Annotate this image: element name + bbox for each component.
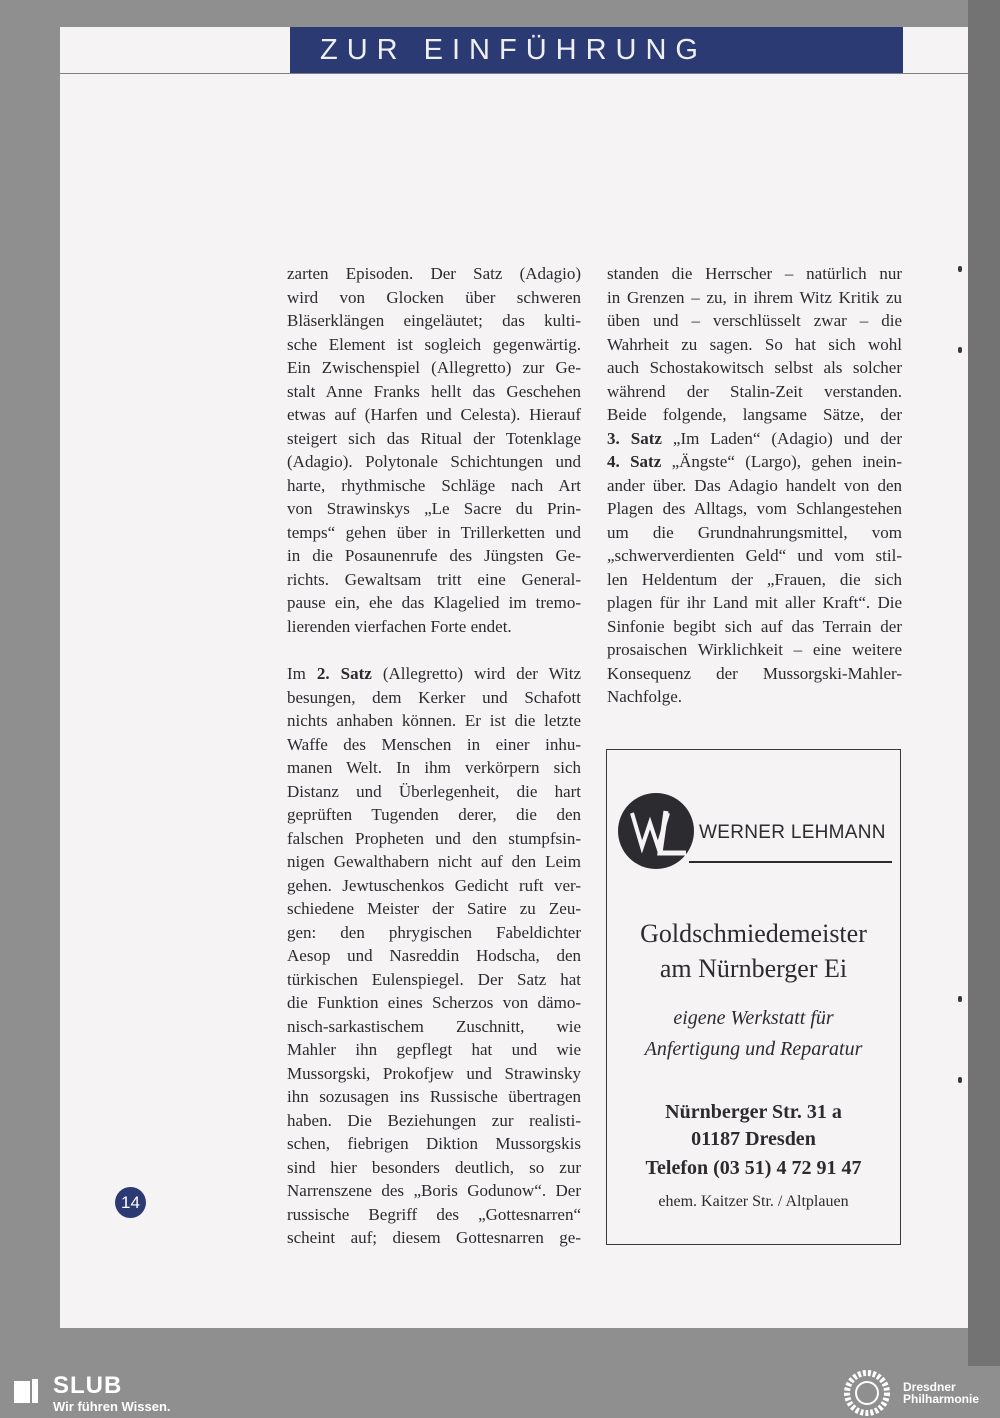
text-line: Mussorgski, Prokofjew und Strawinsky bbox=[287, 1063, 581, 1083]
text-line: um die Grundnahrungsmittel, vom bbox=[607, 522, 902, 542]
ad-title bbox=[607, 916, 900, 986]
partner-name-line: Philharmonie bbox=[903, 1392, 980, 1406]
text-line: len Heldentum der „Frauen, die sich bbox=[607, 569, 902, 589]
text-line: schiedene Meister der Satire zu Zeu- bbox=[287, 899, 581, 918]
text-line: auch Schostakowitsch selbst als solcher bbox=[607, 358, 902, 377]
text-line: nigen Gewalthabern nicht auf den Leim bbox=[287, 852, 581, 871]
dresdner-philharmonie-logo-icon[interactable] bbox=[842, 1369, 892, 1417]
text-line: richts. Gewaltsam tritt eine General- bbox=[287, 569, 581, 589]
text-line: sind hier besonders deutlich, so zur bbox=[287, 1157, 581, 1177]
text-line: Sinfonie begibt sich auf das Terrain der bbox=[607, 616, 902, 636]
text-line: Mahler ihn gepflegt hat und wie bbox=[287, 1040, 581, 1059]
text-line: scheint auf; diesem Gottesnarren ge- bbox=[287, 1228, 581, 1247]
text-line: geprüften Tugenden derer, die den bbox=[287, 805, 581, 824]
text-column-right bbox=[607, 262, 902, 709]
section-header: ZUR EINFÜHRUNG bbox=[290, 27, 903, 73]
ad-old-address: ehem. Kaitzer Str. / Altplauen bbox=[658, 1193, 849, 1210]
text-line: manen Welt. In ihm verkörpern sich bbox=[287, 758, 581, 777]
text-line: etwas auf (Harfen und Celesta). Hierauf bbox=[287, 405, 581, 424]
text-line: 4. Satz „Ängste“ (Largo), gehen inein- bbox=[607, 452, 902, 471]
text-line: haben. Die Beziehungen zur realisti- bbox=[287, 1110, 581, 1130]
text-line: falschen Propheten und den stumpfsin- bbox=[287, 828, 581, 848]
text-line: Im 2. Satz (Allegretto) wird der Witz bbox=[287, 664, 581, 683]
text-line: in die Posaunenrufe des Jüngsten Ge- bbox=[287, 546, 581, 565]
paragraph-intro bbox=[287, 262, 581, 638]
text-line: von Strawinskys „Le Sacre du Prin- bbox=[287, 499, 581, 518]
ad-city: 01187 Dresden bbox=[691, 1128, 816, 1150]
text-line: Beide folgende, langsame Sätze, der bbox=[607, 405, 902, 424]
text-line: standen die Herrscher – natürlich nur bbox=[607, 264, 902, 283]
text-line: Plagen des Alltags, vom Schlangestehen bbox=[607, 499, 902, 518]
ad-subtitle-line: eigene Werkstatt für bbox=[673, 1007, 834, 1029]
werner-lehmann-logo bbox=[616, 791, 696, 871]
text-line: 3. Satz „Im Laden“ (Adagio) und der bbox=[607, 428, 902, 448]
text-line: üben und – verschlüsselt zwar – die bbox=[607, 311, 902, 330]
text-line: sche Element ist sogleich gegenwärtig. bbox=[287, 334, 581, 354]
text-line: pause ein, ehe das Klagelied im tremo- bbox=[287, 593, 581, 612]
advertisement-box bbox=[606, 749, 901, 1245]
text-line: ander über. Das Adagio handelt von den bbox=[607, 475, 902, 495]
text-line: gen: den phrygischen Fabeldichter bbox=[287, 922, 581, 942]
text-line: Waffe des Menschen in einer inhu- bbox=[287, 734, 581, 754]
text-line: steigert sich das Ritual der Totenklage bbox=[287, 428, 581, 448]
text-line: plagen für ihr Land mit aller Kraft“. Die bbox=[607, 593, 902, 612]
paragraph-movements-3-4 bbox=[607, 262, 902, 709]
ad-street: Nürnberger Str. 31 a bbox=[665, 1101, 842, 1123]
text-line: nichts anhaben können. Er ist die letzte bbox=[287, 711, 581, 730]
ad-address bbox=[607, 1099, 900, 1153]
text-line: Nachfolge. bbox=[607, 687, 683, 706]
text-line: stalt Anne Franks hellt das Geschehen bbox=[287, 381, 581, 401]
text-line: Konsequenz der Mussorgski-Mahler- bbox=[607, 663, 902, 683]
text-line: russische Begriff des „Gottesnarren“ bbox=[287, 1204, 581, 1224]
page-edge-shadow bbox=[968, 0, 1000, 1366]
slub-tagline: Wir führen Wissen. bbox=[53, 1399, 171, 1414]
text-line: Narrenszene des „Boris Godunow“. Der bbox=[287, 1181, 581, 1200]
slub-logo-icon[interactable] bbox=[12, 1377, 40, 1405]
text-line: zarten Episoden. Der Satz (Adagio) bbox=[287, 264, 581, 283]
ad-title-line: am Nürnberger Ei bbox=[659, 954, 848, 983]
page-number: 14 bbox=[115, 1187, 146, 1218]
text-line: Bläserklängen eingeläutet; das kulti- bbox=[287, 311, 581, 330]
ad-phone: Telefon (03 51) 4 72 91 47 bbox=[645, 1157, 862, 1179]
text-line: ihn sozusagen ins Russische übertragen bbox=[287, 1087, 581, 1106]
text-line: Distanz und Überlegenheit, die hart bbox=[287, 781, 581, 801]
text-line: die Funktion eines Scherzos von dämo- bbox=[287, 993, 581, 1012]
ad-subtitle bbox=[607, 1003, 900, 1065]
text-line: wird von Glocken über schweren bbox=[287, 287, 581, 307]
logo-underline bbox=[689, 861, 892, 863]
ad-title-line: Goldschmiedemeister bbox=[640, 919, 867, 948]
text-line: prosaischen Wirklichkeit – eine weitere bbox=[607, 640, 902, 659]
text-line: während der Stalin-Zeit verstanden. bbox=[607, 381, 902, 401]
text-line: schen, fiebrigen Diktion Mussorgskis bbox=[287, 1134, 581, 1153]
text-line: türkischen Eulenspiegel. Der Satz hat bbox=[287, 969, 581, 989]
text-line: nisch-sarkastischem Zuschnitt, wie bbox=[287, 1016, 581, 1036]
viewer-footer bbox=[0, 1366, 1000, 1418]
partner-name[interactable] bbox=[903, 1381, 979, 1405]
text-line: gehen. Jewtuschenkos Gedicht ruft ver- bbox=[287, 875, 581, 895]
text-line: besungen, dem Kerker und Schafott bbox=[287, 687, 581, 707]
text-line: temps“ gehen über in Trillerketten und bbox=[287, 522, 581, 542]
company-name: WERNER LEHMANN bbox=[699, 822, 886, 843]
text-line: Aesop und Nasreddin Hodscha, den bbox=[287, 946, 581, 965]
text-line: in Grenzen – zu, in ihrem Witz Kritik zu bbox=[607, 287, 902, 307]
text-line: lierenden vierfachen Forte endet. bbox=[287, 616, 512, 636]
ad-subtitle-line: Anfertigung und Reparatur bbox=[644, 1038, 863, 1060]
partner-name-line: Dresdner bbox=[903, 1380, 956, 1394]
paragraph-second-movement bbox=[287, 662, 581, 1250]
text-line: „schwerverdienten Geld“ und vom stil- bbox=[607, 546, 902, 565]
slub-name[interactable]: SLUB bbox=[53, 1372, 123, 1399]
text-line: Ein Zwischenspiel (Allegretto) zur Ge- bbox=[287, 358, 581, 377]
text-line: harte, rhythmische Schläge nach Art bbox=[287, 475, 581, 495]
text-column-left bbox=[287, 262, 581, 1250]
text-line: (Adagio). Polytonale Schichtungen und bbox=[287, 452, 581, 471]
header-rule bbox=[60, 73, 968, 74]
text-line: Wahrheit zu sagen. So hat sich wohl bbox=[607, 334, 902, 354]
